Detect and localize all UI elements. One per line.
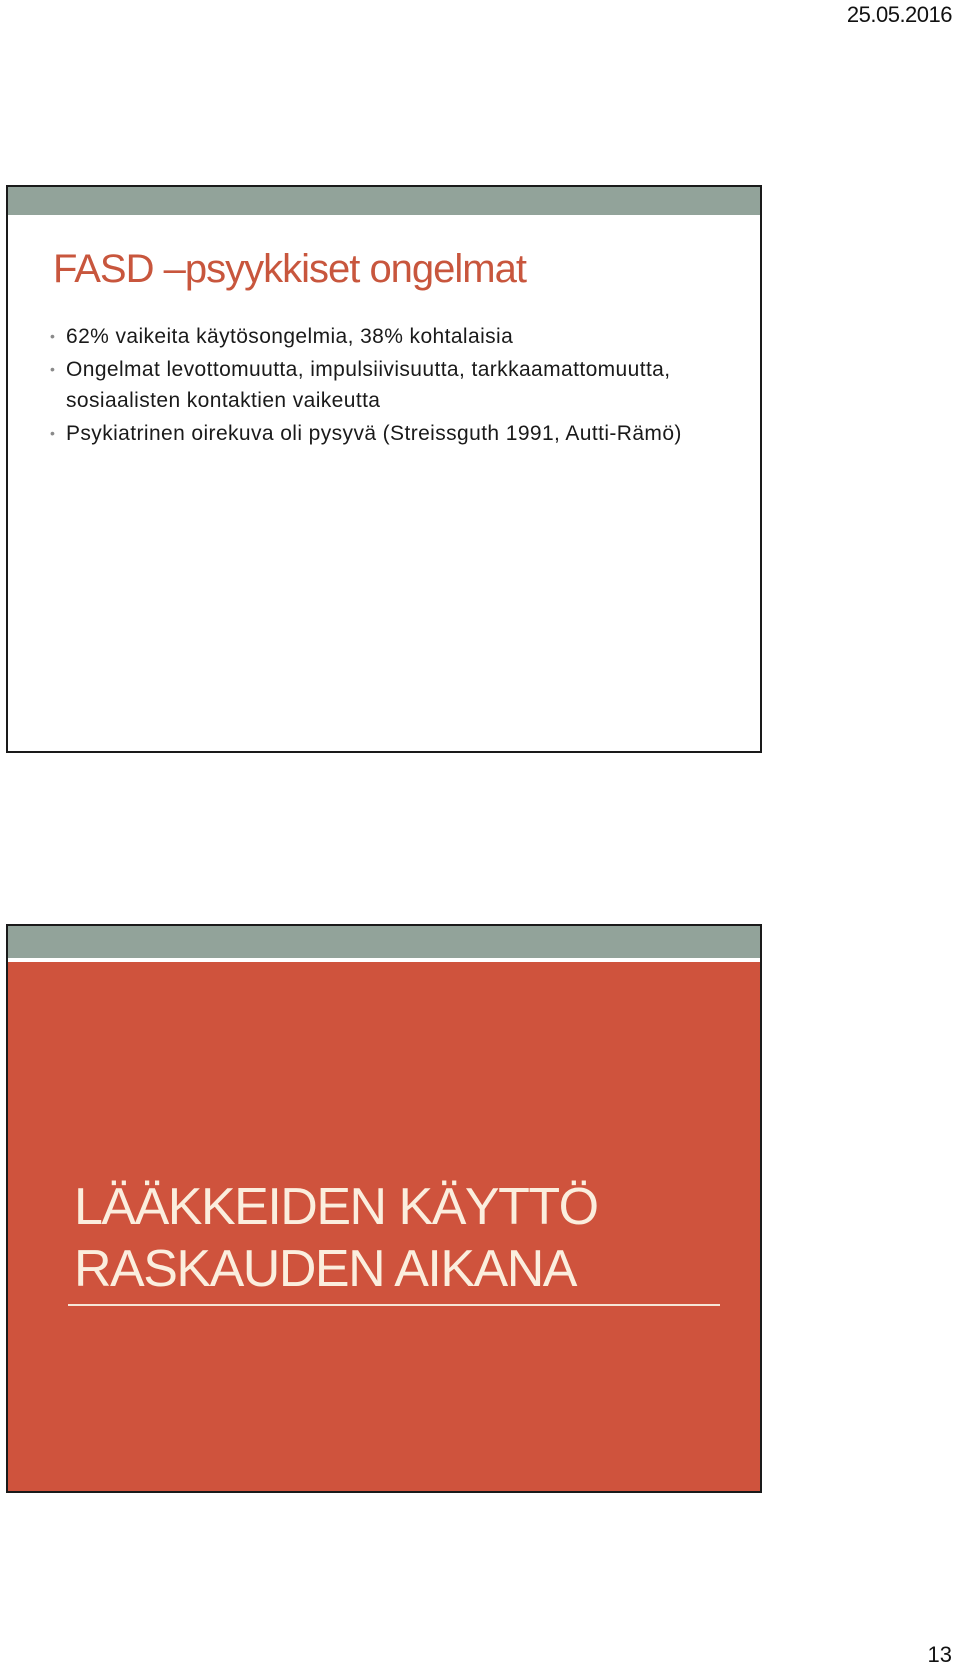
bullet-icon: •: [50, 425, 56, 441]
slide-section-medication-pregnancy: [6, 924, 762, 1493]
slide-top-accent-bar: [8, 926, 760, 958]
bullet-item: [46, 321, 746, 352]
bullet-item: [46, 418, 746, 449]
slide-separator-line: [8, 958, 760, 962]
section-title-line-1: LÄÄKKEIDEN KÄYTTÖ: [74, 1178, 598, 1236]
bullet-icon: •: [50, 361, 56, 377]
bullet-text: 62% vaikeita käytösongelmia, 38% kohtalaisia: [66, 325, 514, 348]
section-title-underline: [68, 1304, 720, 1306]
slide-top-accent-bar: [8, 187, 760, 215]
bullet-list: [46, 321, 746, 451]
slide-title: FASD –psyykkiset ongelmat: [53, 247, 526, 291]
page-number: 13: [927, 1642, 952, 1667]
bullet-item: [46, 354, 746, 416]
section-title-line-2: RASKAUDEN AIKANA: [74, 1240, 576, 1298]
page-date: 25.05.2016: [846, 2, 952, 27]
bullet-text: Ongelmat levottomuutta, impulsiivisuutta, tarkkaamattomuutta, sosiaalisten kontaktien vaikeutta: [66, 358, 671, 412]
slide-fasd-psychiatric-problems: [6, 185, 762, 753]
bullet-icon: •: [50, 328, 56, 344]
section-title: [74, 1176, 598, 1300]
bullet-text: Psykiatrinen oirekuva oli pysyvä (Streissguth 1991, Autti-Rämö): [66, 422, 682, 445]
